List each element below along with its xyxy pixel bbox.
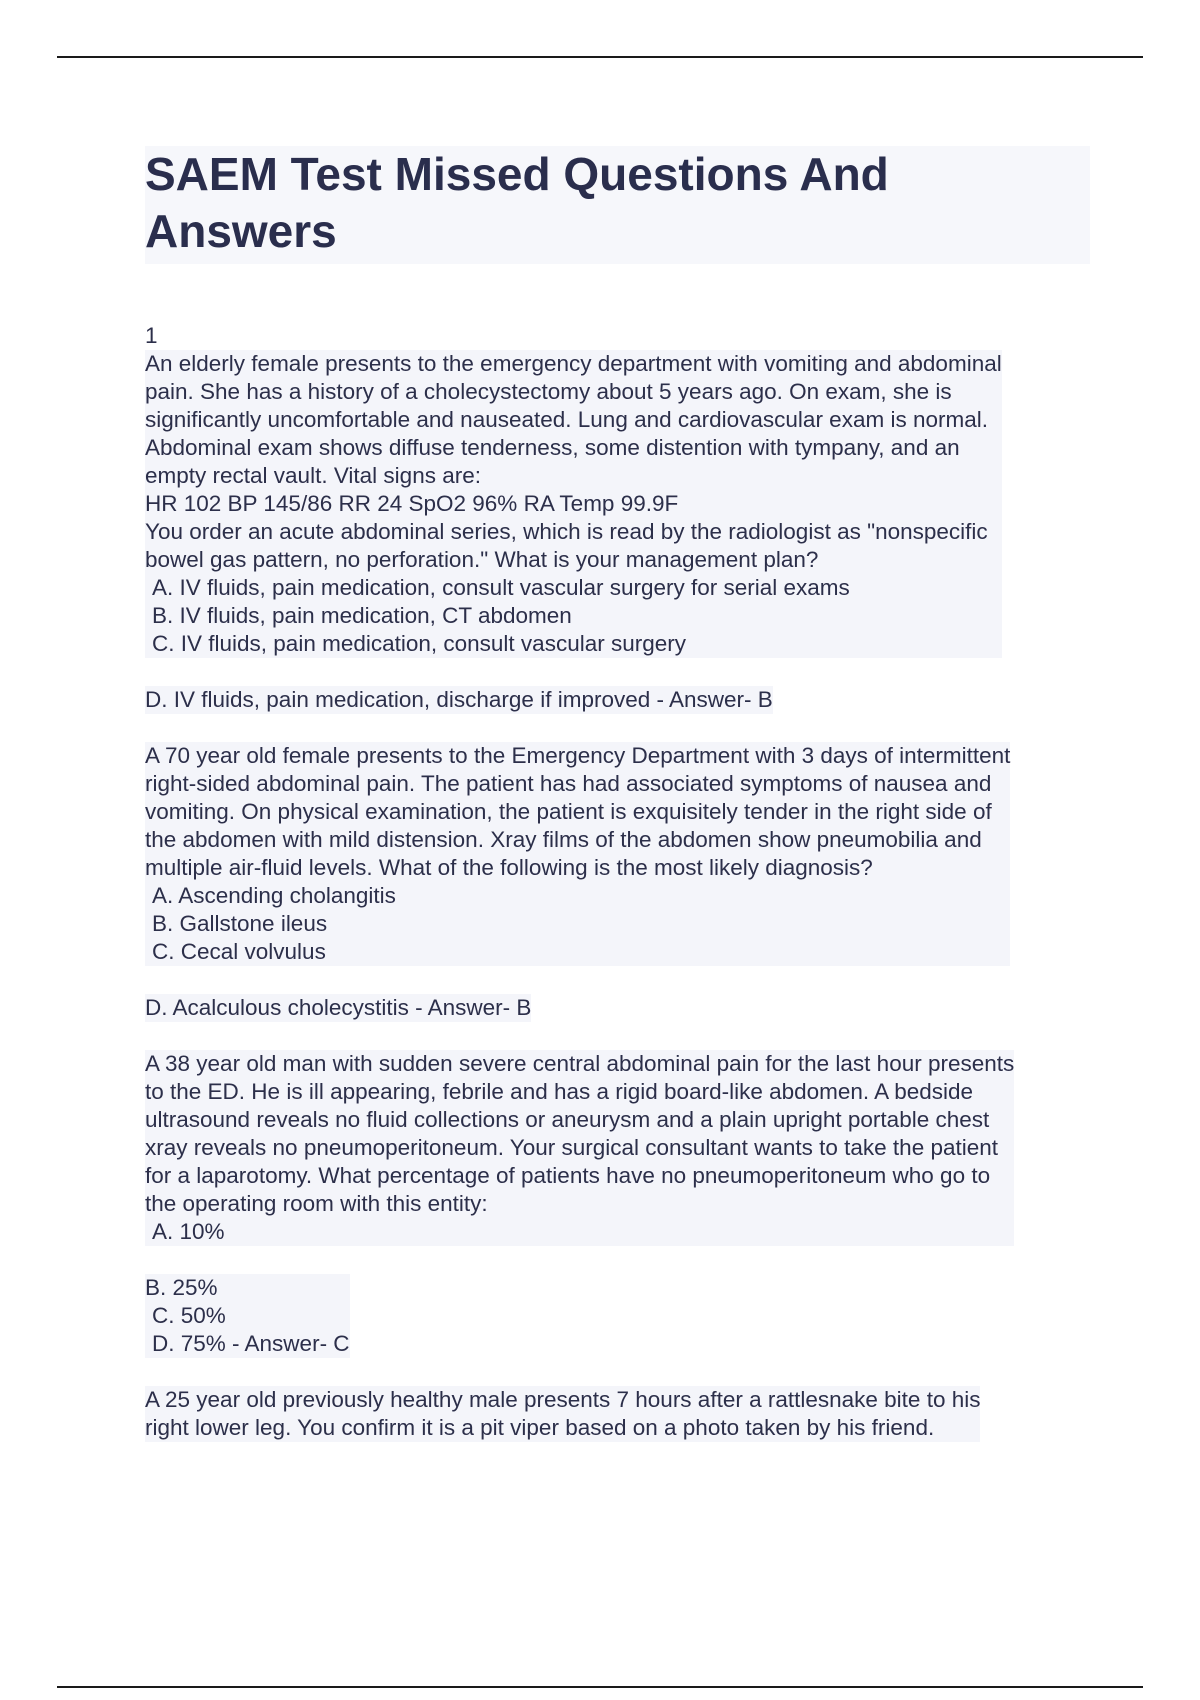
question-number: 1	[145, 323, 158, 348]
stem-line: Abdominal exam shows diffuse tenderness, some distention with tympany, and an	[145, 435, 960, 460]
question-stem	[145, 1386, 980, 1442]
question-2	[145, 742, 1090, 1022]
title-line-1: SAEM Test Missed Questions And	[145, 148, 889, 200]
stem-line: HR 102 BP 145/86 RR 24 SpO2 96% RA Temp 99.9F	[145, 491, 679, 516]
stem-line: A 70 year old female presents to the Emergency Department with 3 days of intermittent	[145, 743, 1011, 768]
stem-line: to the ED. He is ill appearing, febrile and has a rigid board-like abdomen. A bedside	[145, 1079, 974, 1104]
answer-line: D. IV fluids, pain medication, discharge if improved - Answer- B	[145, 687, 773, 712]
top-rule	[57, 56, 1143, 58]
stem-line: right lower leg. You confirm it is a pit viper based on a photo taken by his friend.	[145, 1415, 935, 1440]
stem-line: pain. She has a history of a cholecystectomy about 5 years ago. On exam, she is	[145, 379, 952, 404]
stem-line: vomiting. On physical examination, the patient is exquisitely tender in the right side of	[145, 799, 992, 824]
answer-option: A. 10%	[152, 1219, 225, 1244]
stem-line: ultrasound reveals no fluid collections or aneurysm and a plain upright portable chest	[145, 1107, 990, 1132]
question-stem	[145, 1050, 1014, 1246]
question-4	[145, 1386, 1090, 1442]
stem-line: the abdomen with mild distension. Xray films of the abdomen show pneumobilia and	[145, 827, 982, 852]
stem-line: empty rectal vault. Vital signs are:	[145, 463, 481, 488]
stem-line: significantly uncomfortable and nauseated. Lung and cardiovascular exam is normal.	[145, 407, 988, 432]
answer-option: B. Gallstone ileus	[152, 911, 328, 936]
answer-option: A. Ascending cholangitis	[152, 883, 396, 908]
stem-line: the operating room with this entity:	[145, 1191, 488, 1216]
answer-option: B. 25%	[145, 1275, 218, 1300]
question-stem	[145, 350, 1002, 658]
stem-line: multiple air-fluid levels. What of the following is the most likely diagnosis?	[145, 855, 873, 880]
title-line-2: Answers	[145, 205, 337, 257]
page-title	[145, 146, 1090, 260]
answer-option: C. Cecal volvulus	[152, 939, 326, 964]
document-body	[145, 146, 1090, 1442]
title-band	[145, 146, 1090, 264]
question-1	[145, 322, 1090, 714]
answer-line: D. 75% - Answer- C	[152, 1331, 350, 1356]
stem-line: A 25 year old previously healthy male presents 7 hours after a rattlesnake bite to his	[145, 1387, 981, 1412]
stem-line: An elderly female presents to the emergency department with vomiting and abdominal	[145, 351, 1002, 376]
stem-line: A 38 year old man with sudden severe central abdominal pain for the last hour presents	[145, 1051, 1015, 1076]
answer-option: A. IV fluids, pain medication, consult vascular surgery for serial exams	[152, 575, 850, 600]
stem-line: bowel gas pattern, no perforation." What is your management plan?	[145, 547, 819, 572]
answer-option: B. IV fluids, pain medication, CT abdomen	[152, 603, 572, 628]
answer-option: C. 50%	[152, 1303, 226, 1328]
stem-line: for a laparotomy. What percentage of patients have no pneumoperitoneum who go to	[145, 1163, 991, 1188]
stem-line: You order an acute abdominal series, which is read by the radiologist as "nonspecific	[145, 519, 988, 544]
stem-line: right-sided abdominal pain. The patient has had associated symptoms of nausea and	[145, 771, 992, 796]
question-3	[145, 1050, 1090, 1358]
bottom-rule	[57, 1686, 1143, 1688]
question-stem	[145, 742, 1010, 966]
answer-line: D. Acalculous cholecystitis - Answer- B	[145, 995, 532, 1020]
answer-option: C. IV fluids, pain medication, consult vascular surgery	[152, 631, 686, 656]
stem-line: xray reveals no pneumoperitoneum. Your surgical consultant wants to take the patient	[145, 1135, 999, 1160]
